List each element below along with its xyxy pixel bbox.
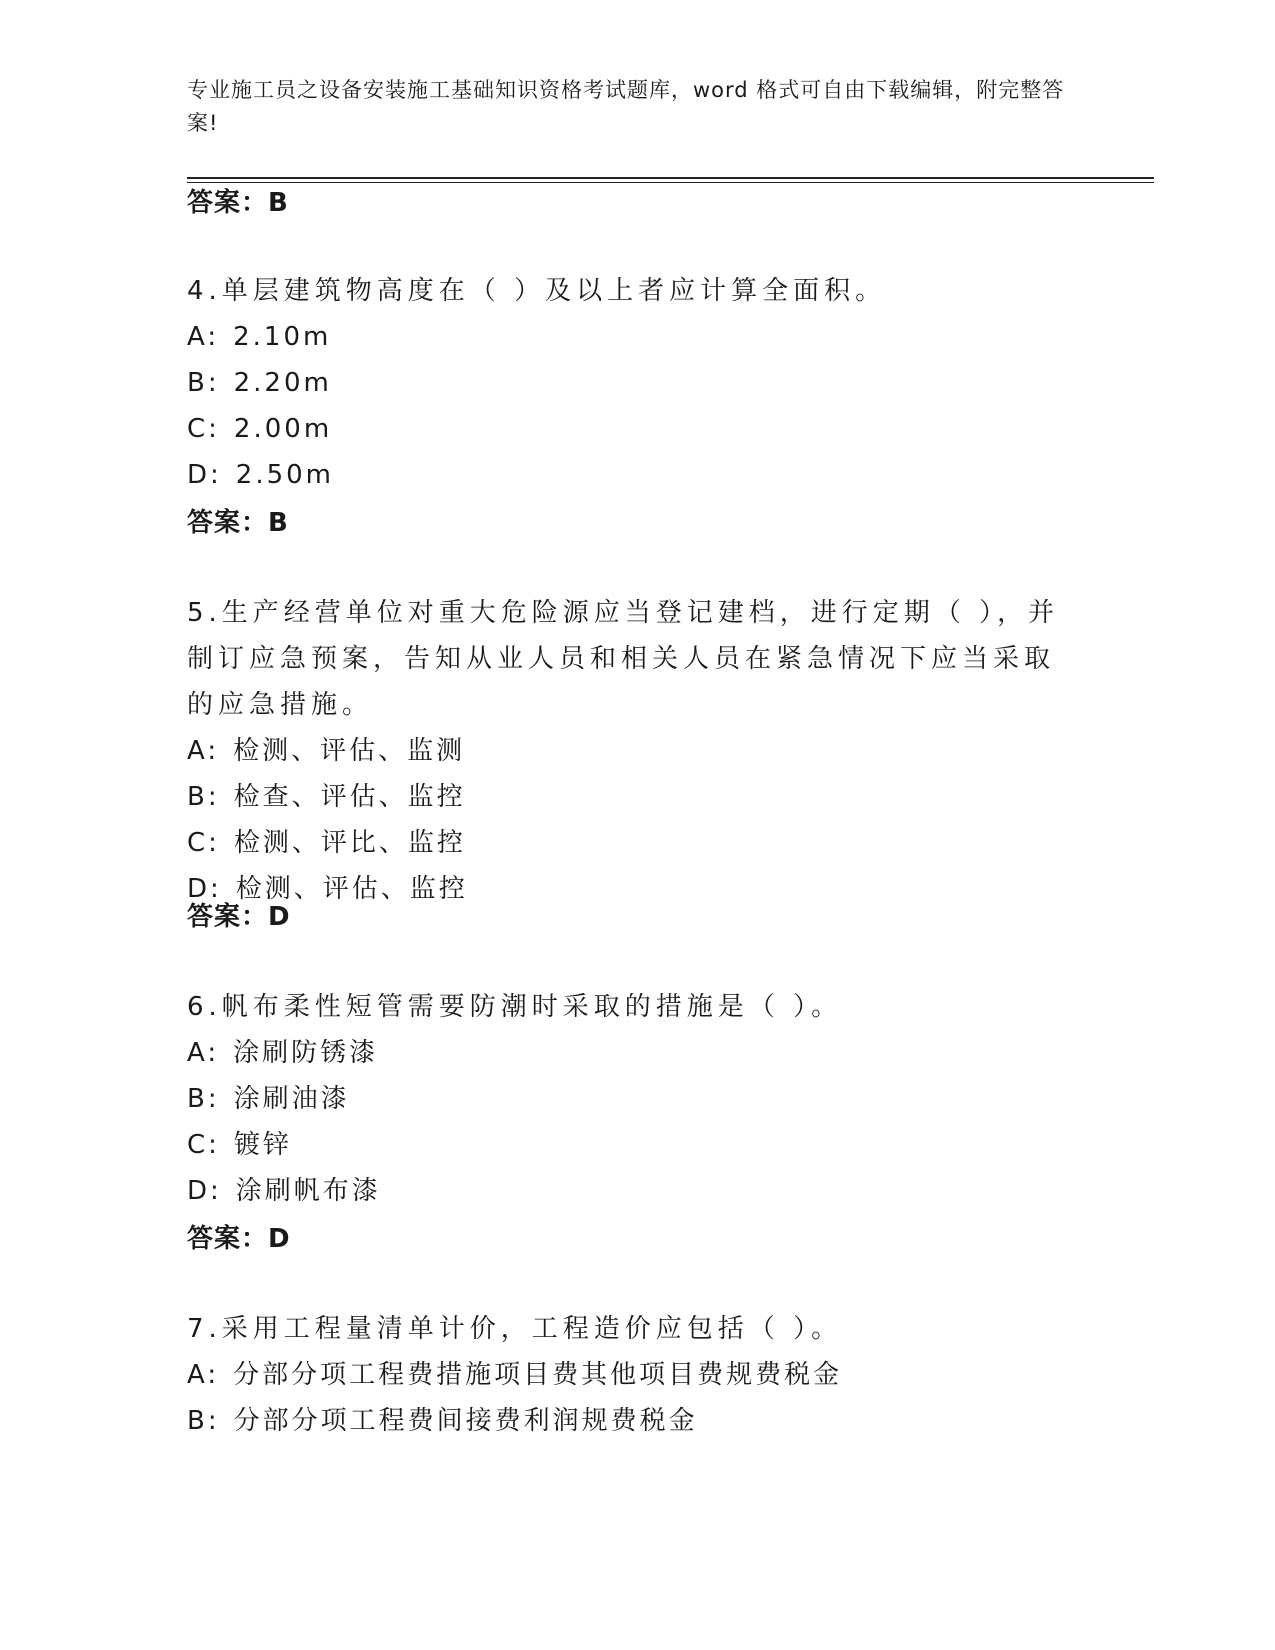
question-7 [187, 1306, 1087, 1444]
option-b [187, 1398, 1087, 1444]
option-label: C: [187, 414, 220, 444]
option-text: 检查、评估、监控 [233, 782, 466, 812]
option-label: D: [187, 874, 222, 904]
question-text: 7.采用工程量清单计价，工程造价应包括（ ）。 [187, 1314, 843, 1344]
option-text: 涂刷帆布漆 [235, 1176, 381, 1206]
option-label: A: [187, 322, 220, 352]
option-c [187, 820, 1067, 866]
question-5 [187, 590, 1067, 912]
option-text: 2.50m [235, 460, 334, 490]
option-text: 镀锌 [233, 1130, 292, 1160]
option-label: B: [187, 368, 220, 398]
option-a [187, 314, 1087, 360]
option-a [187, 1352, 1087, 1398]
option-c [187, 406, 1087, 452]
option-text: 2.20m [233, 368, 332, 398]
option-c [187, 1122, 1087, 1168]
option-text: 2.00m [233, 414, 333, 444]
option-a [187, 1030, 1087, 1076]
option-label: B: [187, 1084, 220, 1114]
option-d [187, 1168, 1087, 1214]
question-6 [187, 984, 1087, 1214]
option-label: D: [187, 460, 222, 490]
answer-5: 答案：D [187, 902, 291, 932]
question-text: 4.单层建筑物高度在（ ）及以上者应计算全面积。 [187, 276, 887, 306]
option-b [187, 360, 1087, 406]
question-text: 5.生产经营单位对重大危险源应当登记建档，进行定期（ ），并制订应急预案，告知从业人员和相关人员在紧急情况下应当采取的应急措施。 [187, 598, 1060, 720]
header-note: 专业施工员之设备安装施工基础知识资格考试题库，word 格式可自由下载编辑，附完整答案! [187, 78, 1065, 135]
option-text: 检测、评估、监测 [233, 736, 466, 766]
question-text: 6.帆布柔性短管需要防潮时采取的措施是（ ）。 [187, 992, 843, 1022]
option-label: D: [187, 1176, 222, 1206]
option-label: A: [187, 1038, 220, 1068]
option-text: 涂刷油漆 [233, 1084, 350, 1114]
option-a [187, 728, 1067, 774]
option-label: C: [187, 828, 220, 858]
answer-4: 答案：B [187, 508, 289, 538]
previous-answer: 答案：B [187, 188, 289, 218]
question-4 [187, 268, 1087, 498]
option-text: 分部分项工程费间接费利润规费税金 [233, 1406, 698, 1436]
option-text: 检测、评估、监控 [235, 874, 468, 904]
option-label: B: [187, 1406, 220, 1436]
option-d [187, 452, 1087, 498]
answer-6: 答案：D [187, 1224, 291, 1254]
option-text: 涂刷防锈漆 [233, 1038, 379, 1068]
option-text: 2.10m [233, 322, 332, 352]
option-text: 检测、评比、监控 [233, 828, 466, 858]
header-rule-thin [187, 182, 1154, 183]
option-label: A: [187, 736, 220, 766]
option-b [187, 1076, 1087, 1122]
option-label: C: [187, 1130, 220, 1160]
option-label: A: [187, 1360, 220, 1390]
option-label: B: [187, 782, 220, 812]
option-text: 分部分项工程费措施项目费其他项目费规费税金 [233, 1360, 843, 1390]
header-rule [187, 177, 1154, 179]
option-b [187, 774, 1067, 820]
